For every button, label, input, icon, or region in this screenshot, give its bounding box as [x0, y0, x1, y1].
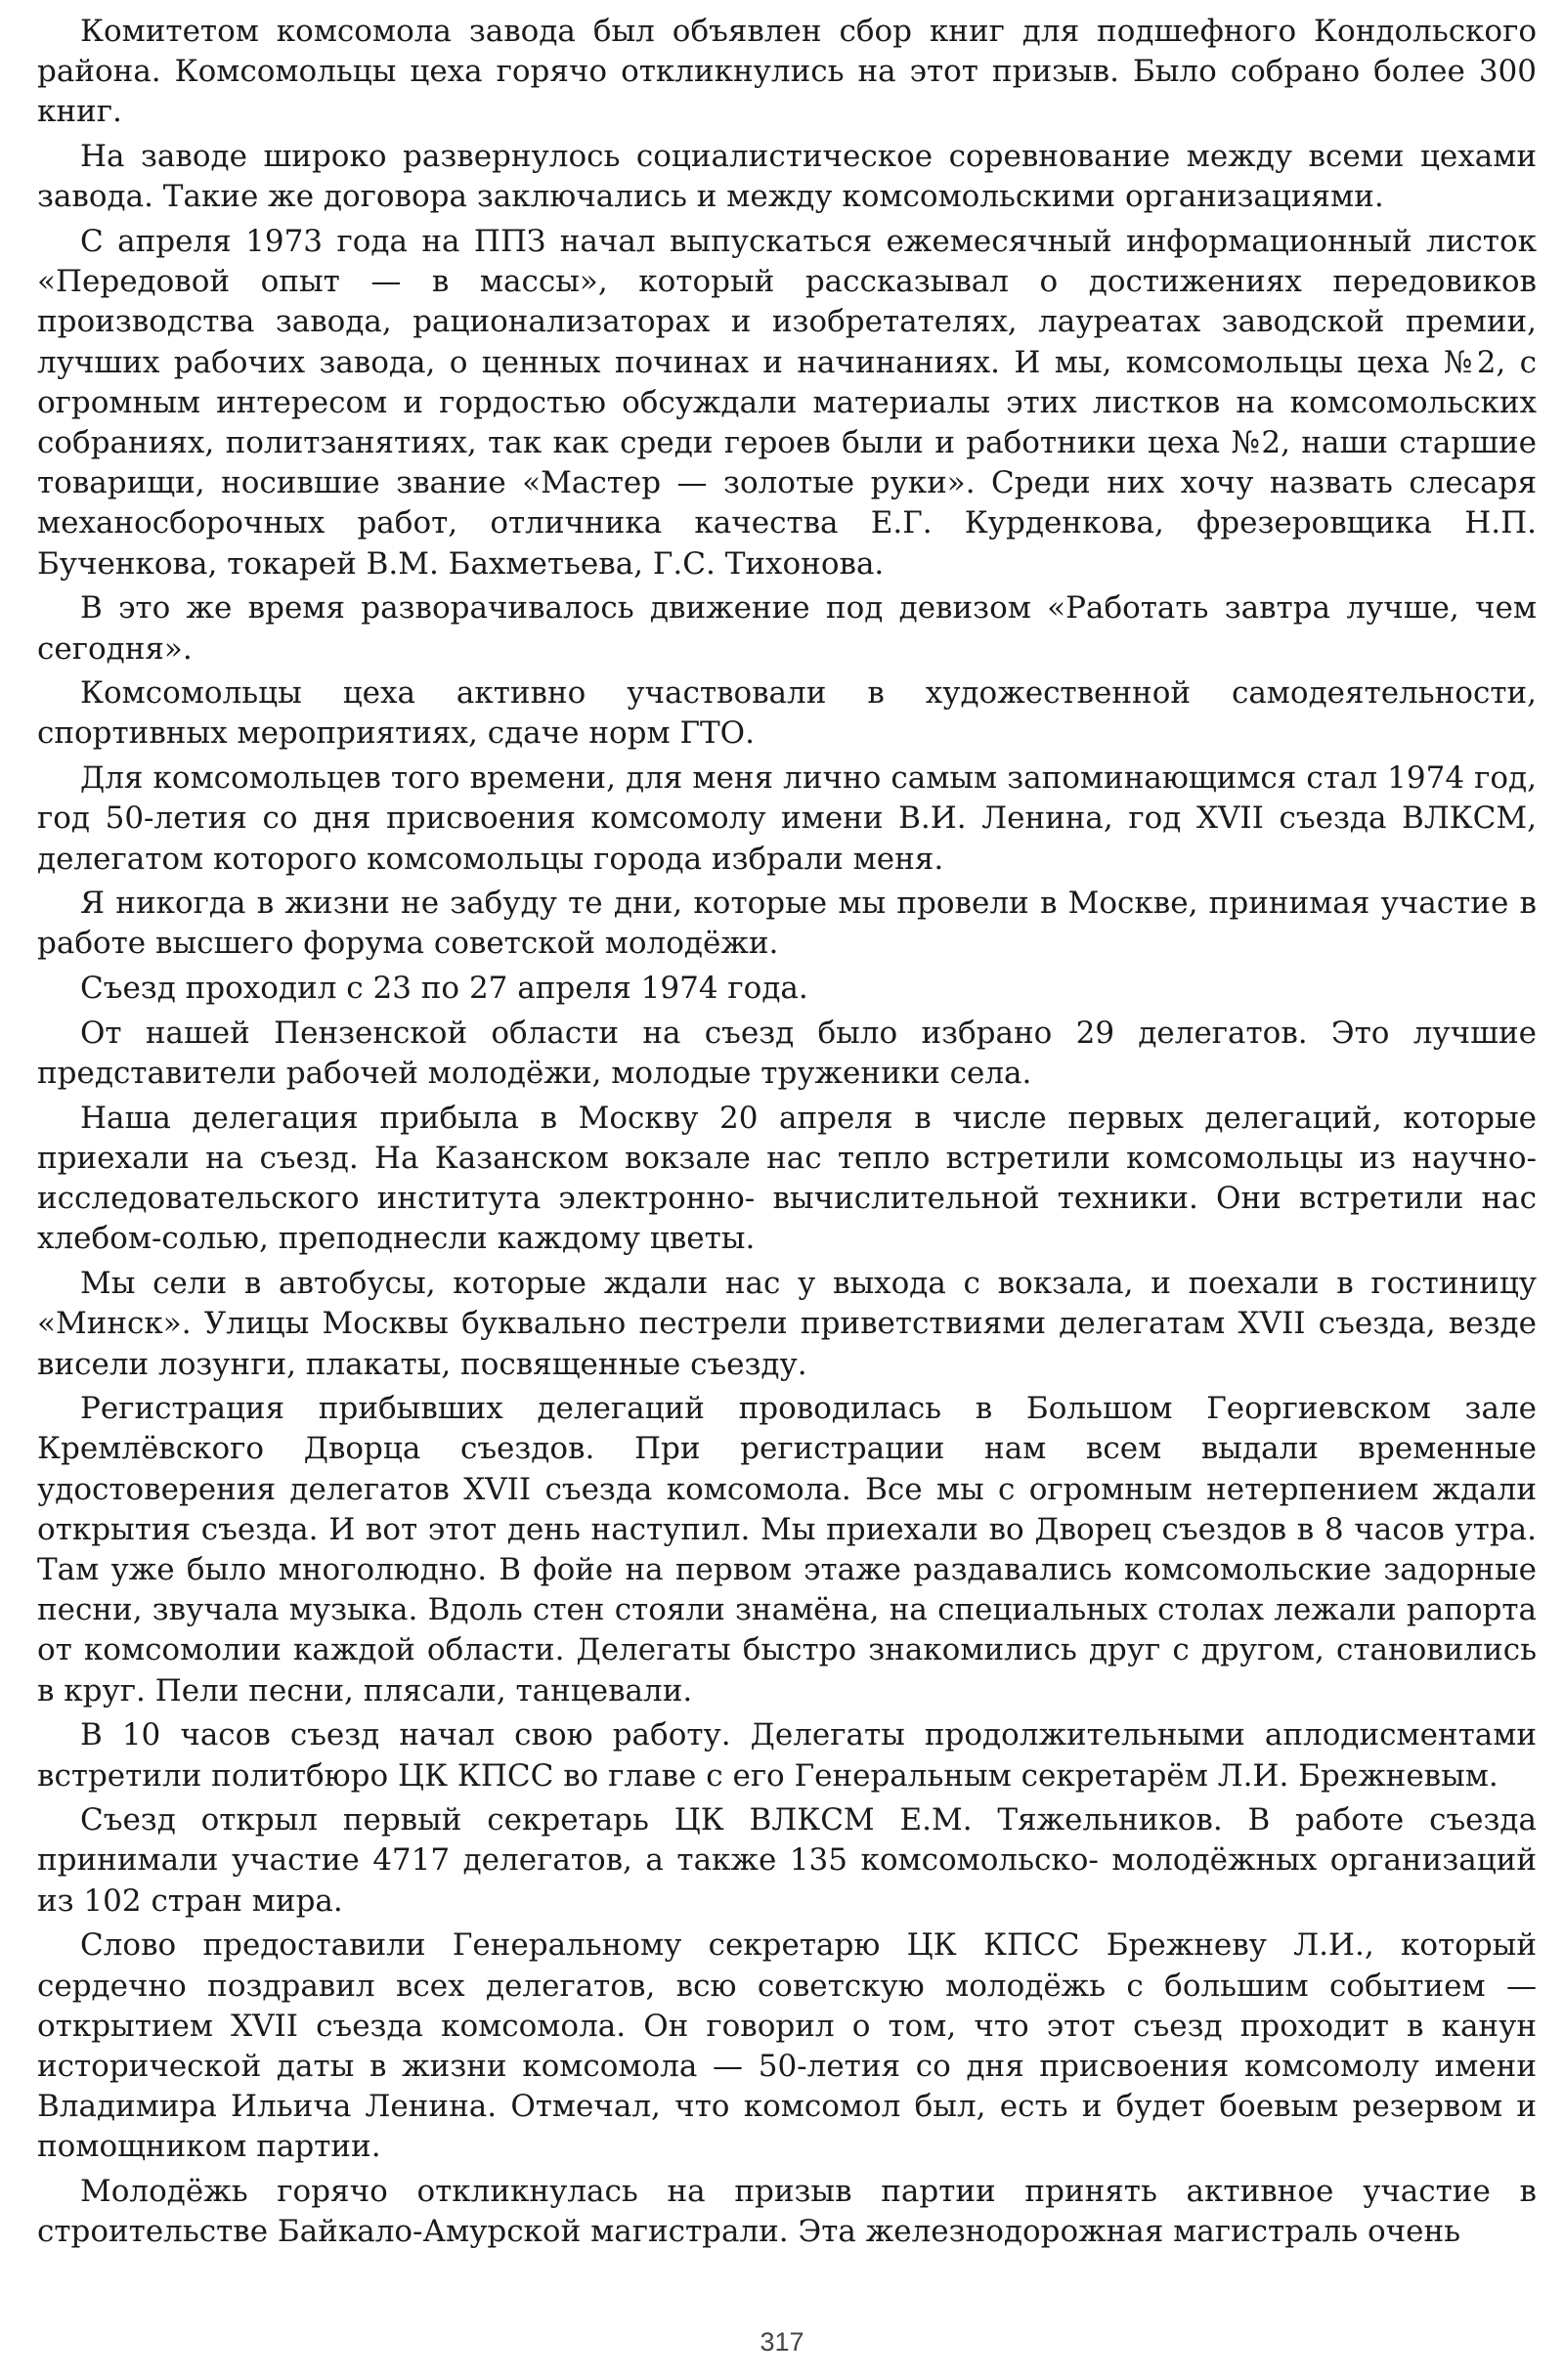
paragraph: Слово предоставили Генеральному секретарю ЦК КПСС Брежневу Л.И., который сердечно поздравил всех делегатов, всю советскую молодёжь с большим событием — открытием XVII съезда комсомола. Он говорил о том, что этот съезд проходит в канун исторической даты в жизни комсомола — 50-летия со дня присвоения комсомолу имени Владимира Ильича Ленина. Отмечал, что комсомол был, есть и будет боевым резервом и помощником партии. — [37, 1927, 1537, 2165]
paragraph: На заводе широко развернулось социалистическое соревнование между всеми цехами завода. Такие же договора заключались и между комсомольскими организациями. — [37, 139, 1537, 215]
paragraph: Мы сели в автобусы, которые ждали нас у выхода с вокзала, и поехали в гостиницу «Минск». Улицы Москвы буквально пестрели приветствиями делегатам XVII съезда, везде висели лозунги, плакаты, посвященные съезду. — [37, 1266, 1537, 1382]
paragraph: Наша делегация прибыла в Москву 20 апреля в числе первых делегаций, которые приехали на съезд. На Казанском вокзале нас тепло встретили комсомольцы из научно-исследовательского института электронно- вычислительной техники. Они встретили нас хлебом-солью, преподнесли каждому цветы. — [37, 1100, 1537, 1257]
paragraph: Я никогда в жизни не забуду те дни, которые мы провели в Москве, принимая участие в работе высшего форума советской молодёжи. — [37, 886, 1537, 962]
body-text — [37, 12, 1537, 2257]
paragraph: С апреля 1973 года на ППЗ начал выпускаться ежемесячный информационный листок «Передовой опыт — в массы», который рассказывал о достижениях передовиков производства завода, рационализаторах и изобретателях, лауреатах заводской премии, лучших рабочих завода, о ценных починах и начинаниях. И мы, комсомольцы цеха №2, с огромным интересом и гордостью обсуждали материалы этих листков на комсомольских собраниях, политзанятиях, так как среди героев были и работники цеха №2, наши старшие товарищи, носившие звание «Мастер — золотые руки». Среди них хочу назвать слесаря механосборочных работ, отличника качества Е.Г. Курденкова, фрезеровщика Н.П. Бученкова, токарей В.М. Бахметьева, Г.С. Тихонова. — [37, 224, 1537, 582]
paragraph: Комитетом комсомола завода был объявлен сбор книг для подшефного Кондольского района. Комсомольцы цеха горячо откликнулись на этот призыв. Было собрано более 300 книг. — [37, 14, 1537, 130]
paragraph: Молодёжь горячо откликнулась на призыв партии принять активное участие в строительстве Байкало-Амурской магистрали. Эта железнодорожная магистраль очень — [37, 2174, 1537, 2250]
page-number: 317 — [760, 2327, 804, 2357]
paragraph: Для комсомольцев того времени, для меня лично самым запоминающимся стал 1974 год, год 50-летия со дня присвоения комсомолу имени В.И. Ленина, год XVII съезда ВЛКСМ, делегатом которого комсомольцы города избрали меня. — [37, 760, 1537, 877]
paragraph: В 10 часов съезд начал свою работу. Делегаты продолжительными аплодисментами встретили политбюро ЦК КПСС во главе с его Генеральным секретарём Л.И. Брежневым. — [37, 1717, 1537, 1794]
paragraph: Съезд проходил с 23 по 27 апреля 1974 года. — [80, 971, 808, 1007]
paragraph: Комсомольцы цеха активно участвовали в художественной самодеятельности, спортивных мероприятиях, сдаче норм ГТО. — [37, 675, 1537, 752]
paragraph: Съезд открыл первый секретарь ЦК ВЛКСМ Е.М. Тяжельников. В работе съезда принимали участие 4717 делегатов, а также 135 комсомольско- молодёжных организаций из 102 стран мира. — [37, 1802, 1537, 1919]
paragraph: От нашей Пензенской области на съезд было избрано 29 делегатов. Это лучшие представители рабочей молодёжи, молодые труженики села. — [37, 1015, 1537, 1092]
paragraph: Регистрация прибывших делегаций проводилась в Большом Георгиевском зале Кремлёвского Дворца съездов. При регистрации нам всем выдали временные удостоверения делегатов XVII съезда комсомола. Все мы с огромным нетерпением ждали открытия съезда. И вот этот день наступил. Мы приехали во Дворец съездов в 8 часов утра. Там уже было многолюдно. В фойе на первом этаже раздавались комсомольские задорные песни, звучала музыка. Вдоль стен стояли знамёна, на специальных столах лежали рапорта от комсомолии каждой области. Делегаты быстро знакомились друг с другом, становились в круг. Пели песни, плясали, танцевали. — [37, 1391, 1537, 1709]
paragraph: В это же время разворачивалось движение под девизом «Работать завтра лучше, чем сегодня». — [37, 590, 1537, 667]
